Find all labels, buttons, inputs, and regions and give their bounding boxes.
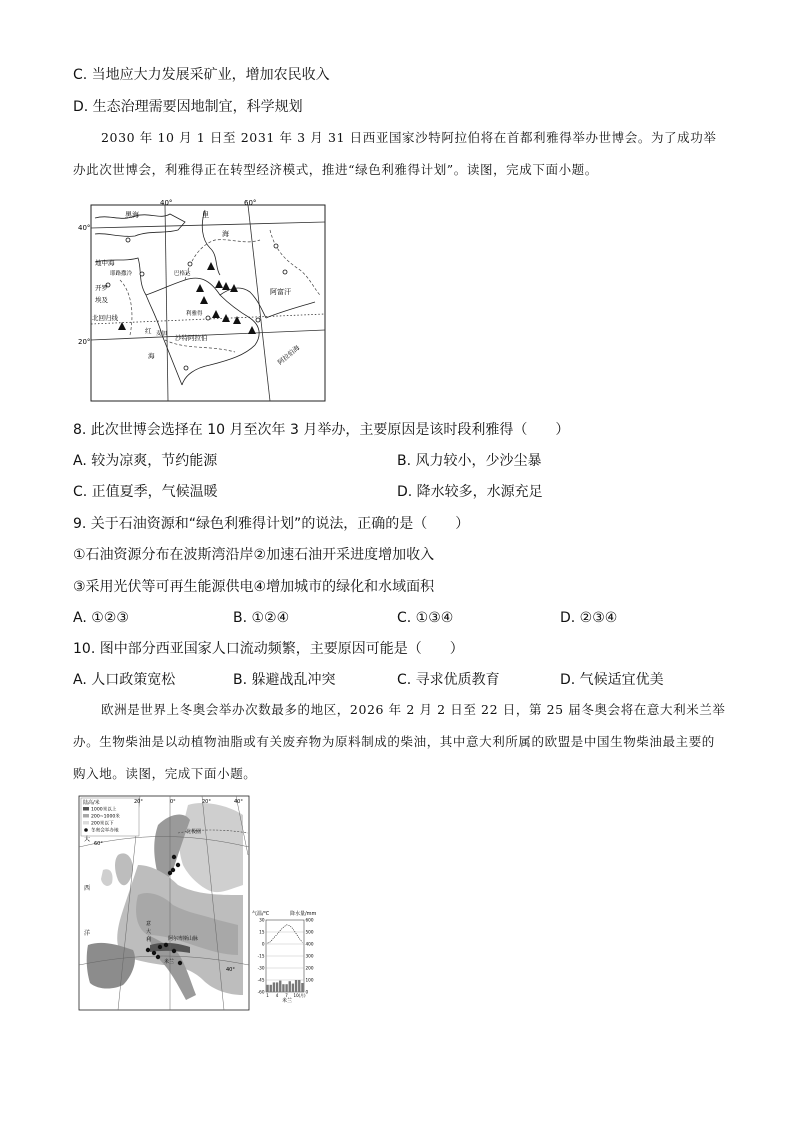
map2-yang: 洋 [84,930,91,937]
map2-lon-w20: 20° [134,799,143,805]
climate-precip-tick: 300 [305,953,314,959]
climate-precip-bar [301,983,303,992]
map1-baghdad: 巴格达 [174,271,191,277]
climate-precip-tick: 100 [305,977,314,983]
climate-month-tick: 1 [266,993,269,998]
map2-legend-high: 1000米以上 [91,807,117,813]
map1-lon40: 40° [160,199,173,207]
passage-winter-olympics: 欧洲是世界上冬奥会举办次数最多的地区，2026 年 2 月 2 日至 22 日，第 25 届冬奥会将在意大利米兰举办。生物柴油是以动植物油脂或有关废弃物为原料制成的柴油，其中意大利所属的欧盟是中国生物柴油最主要的购入地。读图，完成下面小题。 [73,702,726,781]
map1-jerusalem: 耶路撒冷 [110,271,133,277]
map2-arctic-circle: 北极圈 [186,829,202,835]
climate-precip-bar [289,981,291,992]
q10-option-d[interactable]: D. 气候适宜优美 [560,672,664,688]
q8-stem: 8. 此次世博会选择在 10 月至次年 3 月举办，主要原因是该时段利雅得（ ） [73,422,570,438]
europe-map [78,795,250,1011]
q8-option-b[interactable]: B. 风力较小，少沙尘暴 [397,453,542,469]
climate-precip-bar [266,985,268,992]
map1-red-sea: 红 [145,327,152,335]
climate-precip-tick: 200 [305,965,314,971]
climate-temp-tick: 15 [259,929,265,935]
climate-precip-bar [273,982,275,992]
prev-option-c: C. 当地应大力发展采矿业，增加农民收入 [73,67,330,83]
map2-yi: 意 [146,921,152,927]
climate-precip-bar [276,982,278,992]
q10-option-a[interactable]: A. 人口政策宽松 [73,672,176,688]
prev-option-d: D. 生态治理需要因地制宜，科学规划 [73,99,303,115]
climate-precip-bar [282,984,284,992]
map2-lat-40: 40° [226,967,235,973]
map2-legend-mid: 200~1000米 [91,814,120,820]
map1-cairo: 开罗 [95,284,108,292]
west-asia-map [78,199,328,404]
q10-option-b[interactable]: B. 躲避战乱冲突 [233,672,336,688]
map1-egypt: 埃及 [95,296,108,304]
map1-arabian-sea: 阿拉伯海 [276,343,302,367]
map2-xi: 西 [84,885,91,892]
map2-legend-venue: 冬奥会举办地 [91,828,119,834]
q10-stem: 10. 图中部分西亚国家人口流动频繁，主要原因可能是（ ） [73,641,464,657]
map1-red-sea-2: 海 [148,352,155,360]
map1-lon60: 60° [244,199,257,207]
map2-alps: 阿尔卑斯山脉 [168,936,199,942]
map1-mecca: 麦加 [156,331,168,337]
climate-station: 米兰 [282,998,293,1004]
map1-saudi: 沙特阿拉伯 [175,334,208,342]
climate-temp-tick: -15 [257,953,265,959]
climate-precip-bar [298,980,300,992]
climate-temp-label: 气温/℃ [252,911,270,917]
map1-riyadh: 利雅得 [186,311,203,317]
climate-precip-bar [285,984,287,992]
climate-precip-bar [292,984,294,992]
map1-lat40: 40° [78,224,91,232]
map2-lon-e40: 40° [234,799,243,805]
q8-option-d[interactable]: D. 降水较多，水源充足 [397,484,543,500]
q9-option-c[interactable]: C. ①③④ [397,610,454,626]
map2-lon-e20: 20° [202,799,211,805]
map2-da2: 大 [146,929,152,935]
map2-da: 大 [84,836,91,843]
climate-precip-bar [270,985,272,992]
climate-precip-tick: 400 [305,941,314,947]
climate-precip-tick: 500 [305,929,314,935]
map1-li: 里 [202,211,209,219]
q10-option-c[interactable]: C. 寻求优质教育 [397,672,500,688]
q9-option-b[interactable]: B. ①②④ [233,610,290,626]
climate-precip-tick: 600 [305,917,314,923]
map1-hai: 海 [222,230,229,238]
map2-lat-60: 60° [94,841,103,847]
map1-afghanistan: 阿富汗 [270,288,291,296]
q9-stem: 9. 关于石油资源和“绿色利雅得计划”的说法，正确的是（ ） [73,516,470,532]
climate-temp-tick: 30 [259,917,265,923]
map2-milan: 米兰 [164,959,175,965]
q8-option-c[interactable]: C. 正值夏季，气候温暖 [73,484,218,500]
map1-lat20: 20° [78,338,91,346]
climate-precip-bar [295,980,297,992]
climate-month-tick: 4 [275,993,279,998]
climate-precip-bar [279,981,281,992]
milan-climate-chart [252,908,324,1004]
climate-temp-line [268,925,303,943]
passage-expo: 2030 年 10 月 1 日至 2031 年 3 月 31 日西亚国家沙特阿拉伯将在首都利雅得举办世博会。为了成功举办此次世博会，利雅得正在转型经济模式，推进“绿色利雅得计划”。读图，完成下面小题。 [73,130,717,177]
climate-temp-tick: -60 [257,989,265,995]
map2-li: 利 [146,937,152,943]
climate-month-tick: 10 [293,993,299,998]
q9-option-d[interactable]: D. ②③④ [560,610,618,626]
climate-month-tick: 7 [285,993,288,998]
map2-lon-0: 0° [170,799,176,805]
climate-temp-tick: 0 [261,941,265,947]
q9-statements-2: ③采用光伏等可再生能源供电④增加城市的绿化和水域面积 [73,579,435,595]
climate-precip-label: 降水量/mm [290,911,317,917]
q8-option-a[interactable]: A. 较为凉爽，节约能源 [73,453,218,469]
climate-temp-tick: -45 [257,977,265,983]
map1-tropic: 北回归线 [92,314,118,322]
climate-temp-tick: -30 [257,965,265,971]
climate-month-tick: (月) [298,993,306,998]
map2-legend-low: 200米以下 [91,821,114,827]
map2-legend-title: 陆高/米 [83,800,100,806]
map1-mediterranean: 地中海 [95,259,115,267]
q9-statements-1: ①石油资源分布在波斯湾沿岸②加速石油开采进度增加收入 [73,547,435,563]
climate-precip-tick: 0 [305,989,309,995]
map1-black-sea: 黑海 [125,211,139,219]
q9-option-a[interactable]: A. ①②③ [73,610,129,626]
